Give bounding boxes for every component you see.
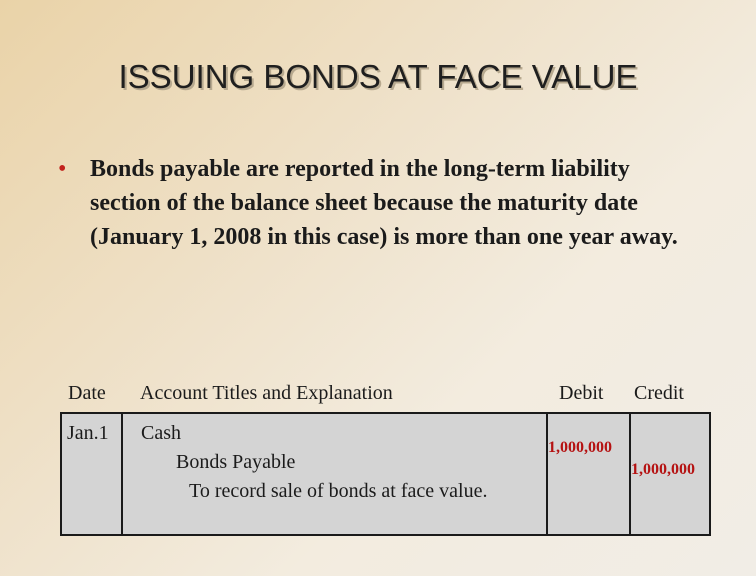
entry-credit-account: Bonds Payable xyxy=(176,451,296,473)
bullet-text: Bonds payable are reported in the long-term liability section of the balance sheet because the maturity date (January 1, 2008 in this case) is more than one year away. xyxy=(90,156,678,250)
entry-debit-account: Cash xyxy=(141,422,181,444)
credit-amount: 1,000,000 xyxy=(631,461,695,478)
entry-date: Jan.1 xyxy=(67,422,109,444)
column-divider-date xyxy=(121,414,123,534)
bullet-icon: • xyxy=(58,156,67,182)
header-date: Date xyxy=(68,382,106,404)
journal-header-row xyxy=(60,376,709,412)
header-account: Account Titles and Explanation xyxy=(140,382,393,404)
header-debit: Debit xyxy=(559,382,604,404)
slide-title: ISSUING BONDS AT FACE VALUE xyxy=(118,58,638,95)
column-divider-debit xyxy=(546,414,548,534)
header-credit: Credit xyxy=(634,382,684,404)
journal-entry-table xyxy=(60,376,709,534)
entry-explanation: To record sale of bonds at face value. xyxy=(189,480,488,502)
journal-body xyxy=(60,412,711,536)
debit-amount: 1,000,000 xyxy=(548,439,612,456)
